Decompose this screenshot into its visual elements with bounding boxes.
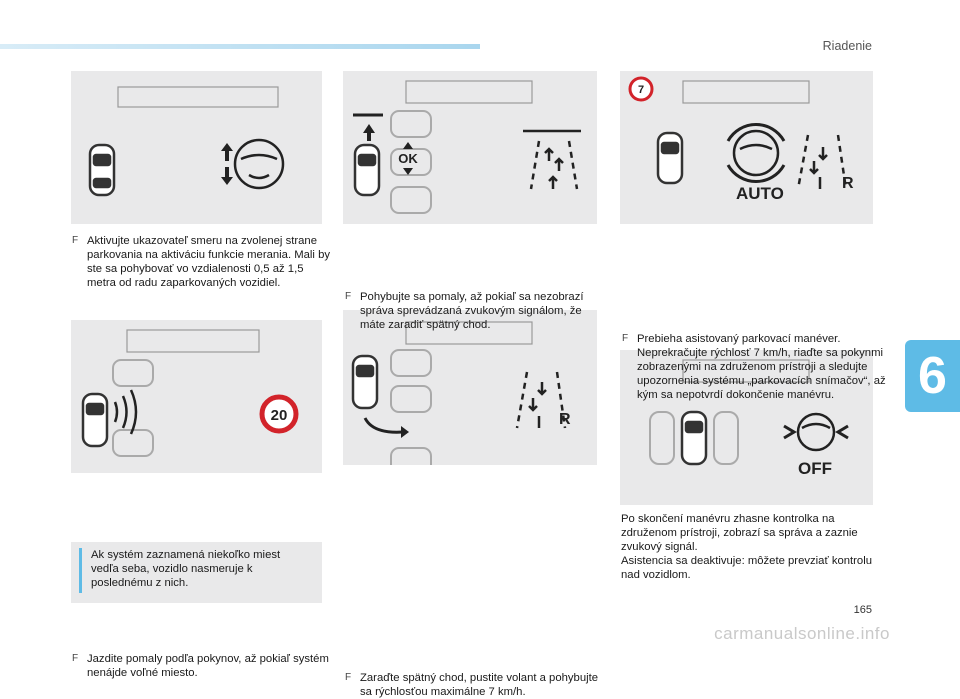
bullet-mark: F	[622, 333, 629, 344]
reverse-path-arrow-icon	[365, 418, 403, 432]
illustration-panel-3	[620, 71, 873, 224]
ok-label: OK	[398, 151, 418, 166]
sensor-arrows-icon	[798, 135, 846, 189]
display-frame	[127, 330, 259, 352]
chapter-tab	[905, 340, 960, 412]
forward-arrow-icon	[363, 124, 375, 141]
info-note	[71, 542, 322, 603]
step-number: 7	[637, 84, 645, 96]
instruction-text: Aktivujte ukazovateľ smeru na zvolenej strane parkovania na aktiváciu funkcie merania. Mali by ste sa pohybovať vo vzdialenosti 0,5 až 1,5 metra od radu zaparkovaných vozidiel.	[87, 235, 331, 289]
bullet-mark: F	[345, 291, 352, 302]
chapter-number: 6	[918, 347, 947, 405]
illustration-panel-1	[71, 71, 322, 224]
ok-signal-illustration	[343, 71, 597, 224]
car-icon	[90, 145, 114, 195]
bullet-mark: F	[345, 672, 352, 683]
parked-cars-icon	[113, 360, 153, 456]
reverse-arrow-head-icon	[401, 426, 409, 438]
instruction-text: Prebieha asistovaný parkovací manéver. Neprekračujte rýchlosť 7 km/h, riaďte sa pokynmi zobrazenými na združenom prístroji a sledujte upozornenia systému „parkovacích snímačov“, až kým sa nepotvrdí dokončenie manévru.	[637, 333, 886, 401]
auto-maneuver-illustration	[620, 71, 873, 224]
auto-label: AUTO	[736, 184, 784, 203]
note-text: Ak systém zaznamená niekoľko miest vedľa seba, vozidlo nasmeruje k poslednému z nich.	[91, 549, 281, 589]
car-icon	[355, 145, 379, 195]
step-badge	[630, 78, 652, 100]
illustration-panel-2	[343, 71, 597, 224]
off-label: OFF	[798, 459, 832, 478]
car-icon	[83, 394, 107, 446]
reverse-gear-illustration	[343, 310, 597, 465]
deactivation-paragraph: Asistencia sa deaktivuje: môžete prevziať kontrolu nad vozidlom.	[621, 555, 873, 581]
display-frame	[683, 81, 809, 103]
speed-limit-value: 20	[270, 407, 288, 424]
car-icon	[658, 133, 682, 183]
car-icon	[682, 412, 706, 464]
instruction-drive-slowly	[72, 652, 333, 680]
instruction-assisted-maneuver	[622, 332, 887, 402]
bullet-mark: F	[72, 235, 79, 246]
parked-cars-icon	[391, 350, 431, 465]
illustration-panel-5	[343, 310, 597, 465]
section-title: Riadenie	[822, 39, 872, 53]
slow-drive-illustration	[71, 320, 322, 473]
maneuver-end-text	[621, 512, 873, 582]
ultrasonic-waves-icon	[115, 390, 136, 434]
illustration-panel-4	[71, 320, 322, 473]
note-accent-bar	[79, 548, 82, 593]
reverse-gear-label: R	[842, 175, 854, 192]
steering-wheel-icon	[235, 140, 283, 188]
turn-signal-arrows-icon	[221, 143, 233, 185]
instruction-text: Pohybujte sa pomaly, až pokiaľ sa nezobrazí správa sprevádzaná zvukovým signálom, že máte zaradiť spätný chod.	[360, 291, 584, 331]
turn-signal-illustration	[71, 71, 322, 224]
display-frame	[118, 87, 278, 107]
sensor-arrows-icon	[523, 131, 581, 189]
steering-wheel-icon	[784, 414, 848, 450]
reverse-gear-label: R	[559, 411, 571, 428]
display-frame	[406, 81, 532, 103]
rotating-steering-wheel-icon	[728, 124, 784, 181]
instruction-text: Jazdite pomaly podľa pokynov, až pokiaľ systém nenájde voľné miesto.	[87, 653, 329, 679]
instruction-activate-turn-signal	[72, 234, 333, 290]
speed-limit-icon	[262, 397, 296, 431]
ok-icon	[398, 142, 418, 175]
watermark: carmanualsonline.info	[714, 624, 890, 643]
header-accent-bar	[0, 44, 480, 49]
page-number: 165	[853, 604, 872, 616]
maneuver-end-paragraph: Po skončení manévru zhasne kontrolka na združenom prístroji, zobrazí sa správa a zaznie zvukový signál.	[621, 513, 858, 553]
instruction-engage-reverse	[345, 671, 610, 699]
instruction-move-slowly	[345, 290, 608, 332]
instruction-text: Zaraďte spätný chod, pustite volant a pohybujte sa rýchlosťou maximálne 7 km/h.	[360, 672, 599, 698]
sensor-arrows-icon	[517, 372, 565, 428]
car-icon	[353, 356, 377, 408]
bullet-mark: F	[72, 653, 79, 664]
